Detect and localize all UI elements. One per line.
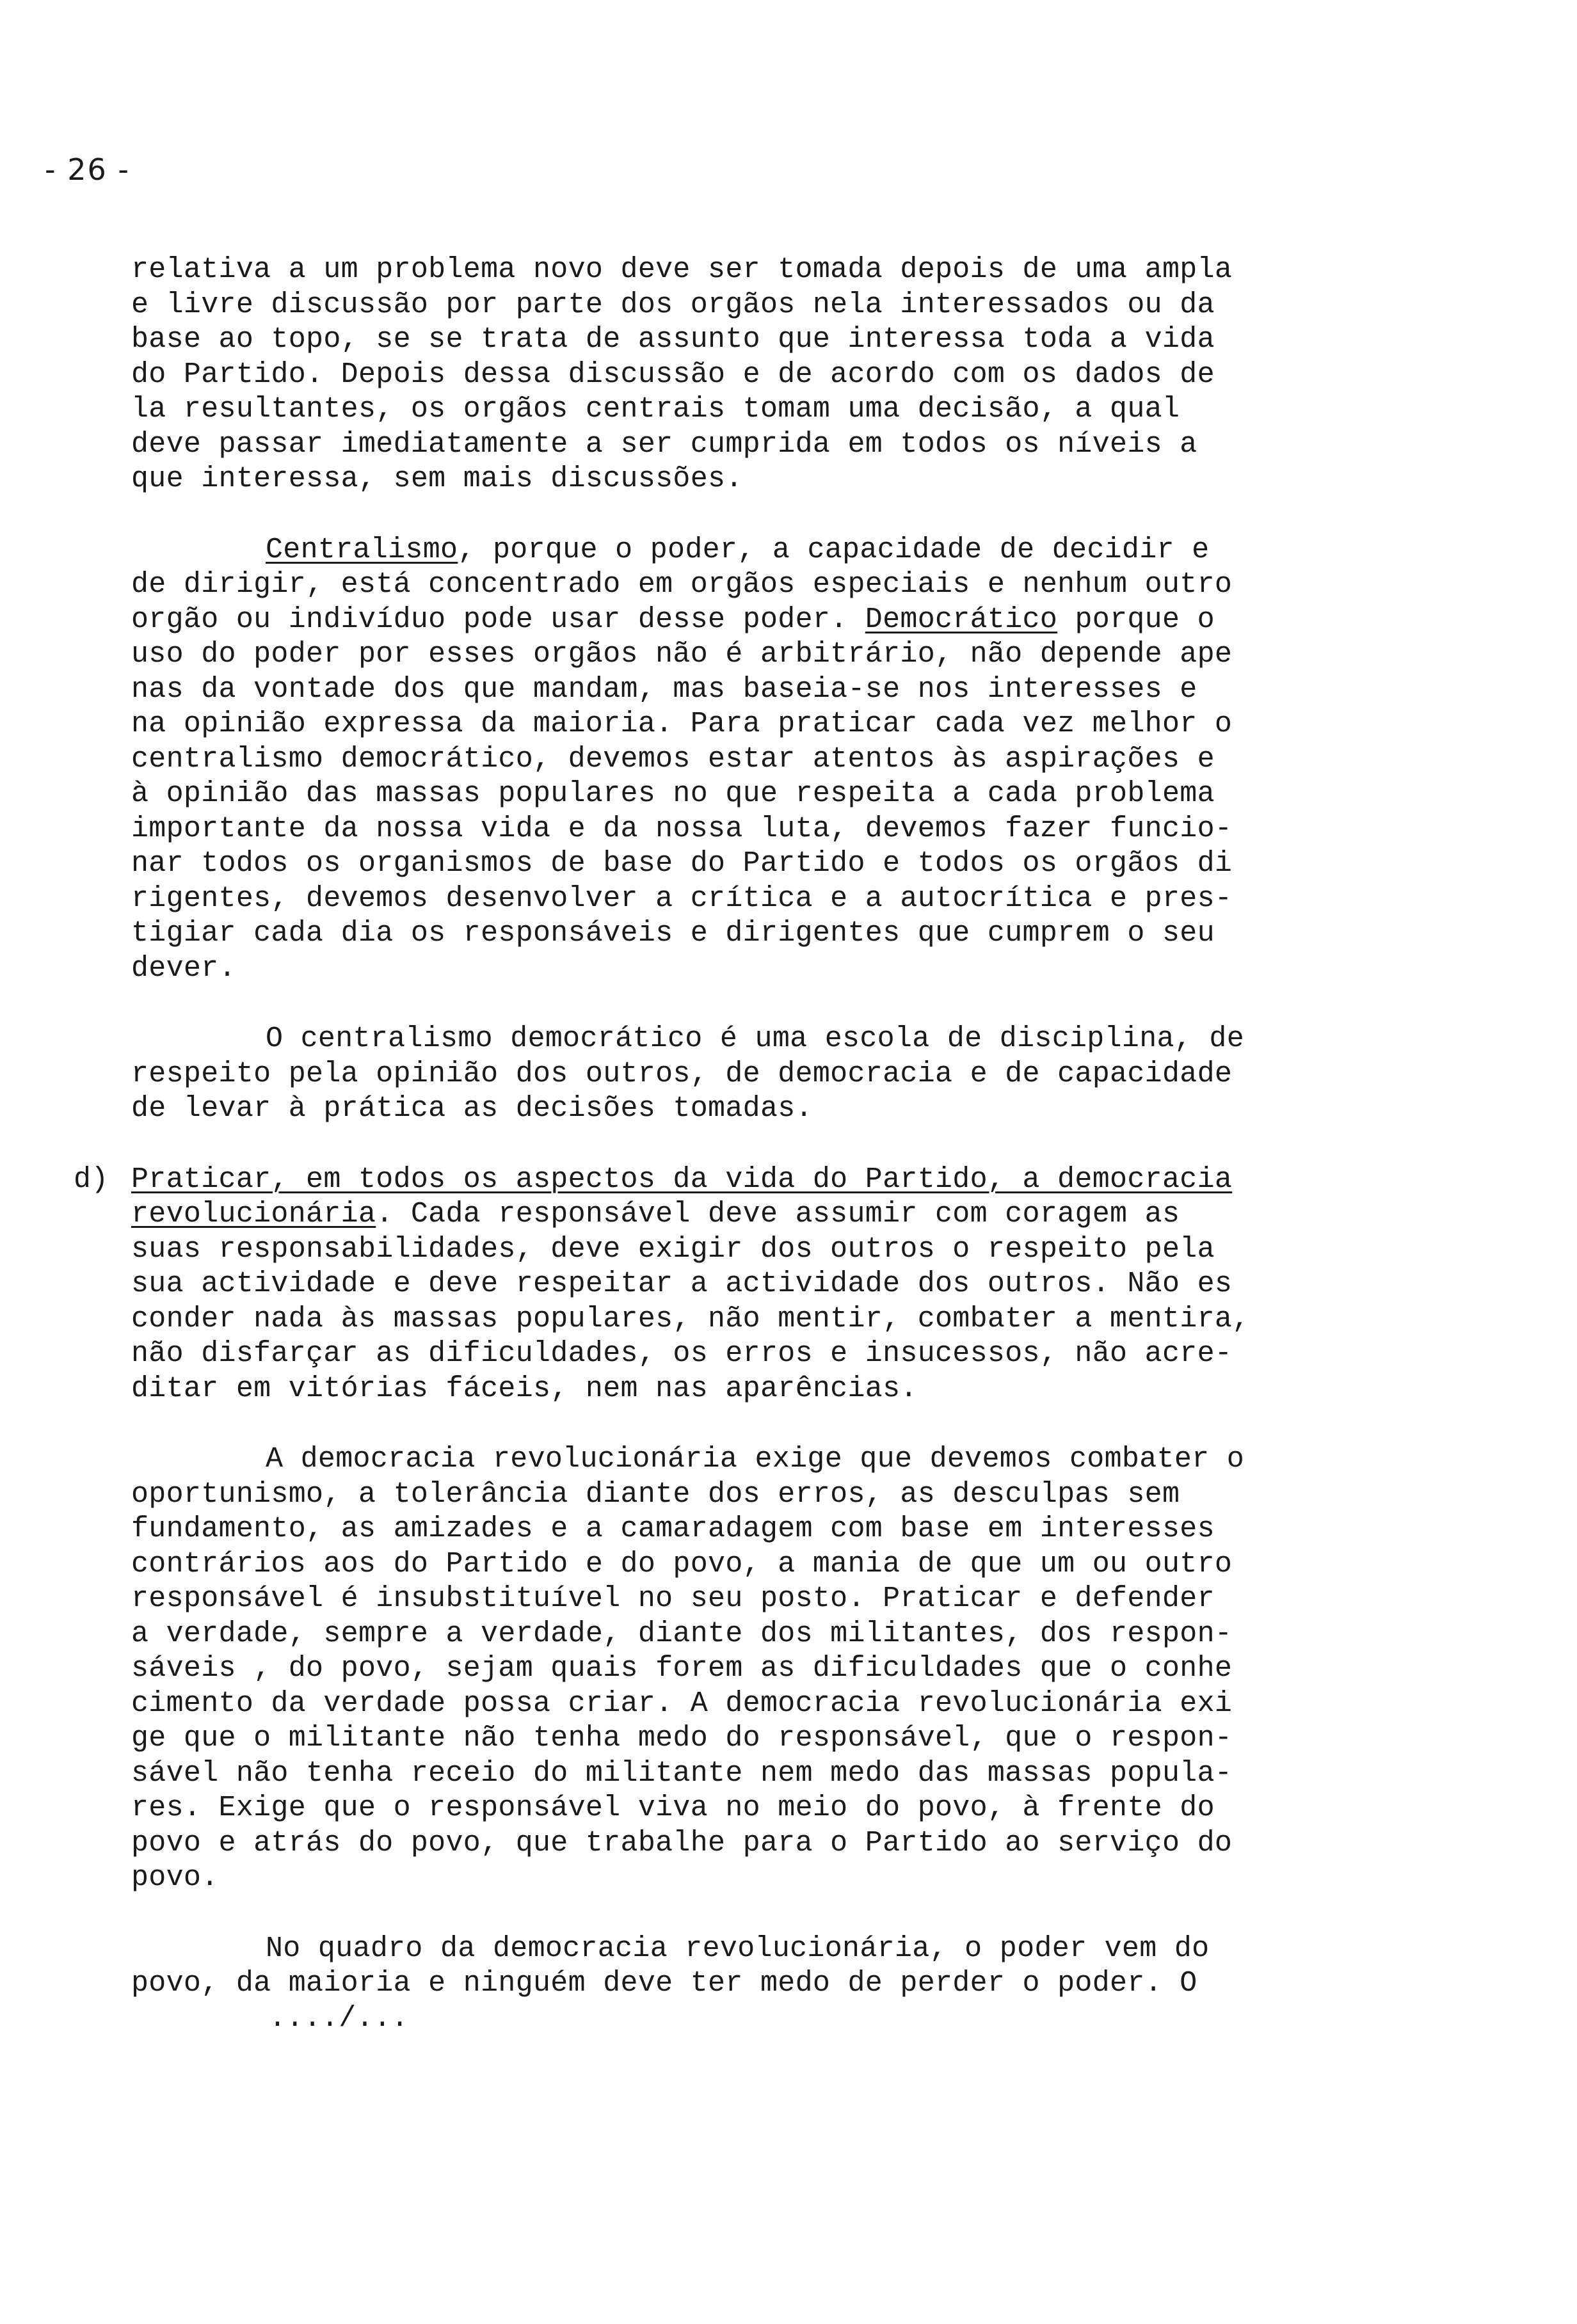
text-line: que interessa, sem mais discussões. <box>131 463 743 495</box>
text-line: do Partido. Depois dessa discussão e de acordo com os dados de <box>131 358 1215 391</box>
item-heading: revolucionária <box>131 1198 376 1230</box>
paragraph-5 <box>131 1932 1341 2037</box>
paragraph-1 <box>131 253 1341 497</box>
text-line: na opinião expressa da maioria. Para praticar cada vez melhor o <box>131 708 1233 740</box>
text-line: nar todos os organismos de base do Partido e todos os orgãos di <box>131 847 1233 880</box>
text-line: rigentes, devemos desenvolver a crítica e a autocrítica e pres- <box>131 882 1233 915</box>
text-line: dever. <box>131 951 236 985</box>
text-line: sua actividade e deve respeitar a actividade dos outros. Não es <box>131 1268 1233 1300</box>
text-line: porque o <box>1057 603 1215 636</box>
text-line: sável não tenha receio do militante nem medo das massas popula- <box>131 1756 1233 1790</box>
text-line: sáveis , do povo, sejam quais forem as dificuldades que o conhe <box>131 1652 1233 1685</box>
text-line: base ao topo, se se trata de assunto que interessa toda a vida <box>131 323 1215 356</box>
text-line: ge que o militante não tenha medo do responsável, que o respon- <box>131 1722 1233 1755</box>
text-line: respeito pela opinião dos outros, de democracia e de capacidade <box>131 1057 1233 1090</box>
text-line: a verdade, sempre a verdade, diante dos militantes, dos respon- <box>131 1617 1233 1650</box>
text-line: res. Exige que o responsável viva no meio do povo, à frente do <box>131 1792 1215 1824</box>
text-line: tigiar cada dia os responsáveis e dirigentes que cumprem o seu <box>131 917 1215 950</box>
paragraph-4 <box>131 1442 1341 1896</box>
text-line: de levar à prática as decisões tomadas. <box>131 1092 813 1125</box>
text-line: la resultantes, os orgãos centrais tomam uma decisão, a qual <box>131 393 1180 426</box>
text-line: importante da nossa vida e da nossa luta, devemos fazer funcio- <box>131 812 1233 845</box>
continuation-mark: ..../... <box>269 2002 409 2035</box>
text-line: e livre discussão por parte dos orgãos nela interessados ou da <box>131 288 1215 321</box>
text-line: conder nada às massas populares, não mentir, combater a mentira, <box>131 1302 1250 1335</box>
text-line: A democracia revolucionária exige que devemos combater o <box>266 1443 1245 1476</box>
paragraph-2 <box>131 533 1341 987</box>
text-line: O centralismo democrático é uma escola de disciplina, de <box>266 1023 1245 1055</box>
text-line: responsável é insubstituível no seu posto. Praticar e defender <box>131 1582 1215 1615</box>
text-line: suas responsabilidades, deve exigir dos outros o respeito pela <box>131 1232 1215 1266</box>
text-line: fundamento, as amizades e a camaradagem com base em interesses <box>131 1513 1215 1545</box>
text-line: contrários aos do Partido e do povo, a mania de que um ou outro <box>131 1547 1233 1580</box>
text-line: No quadro da democracia revolucionária, o poder vem do <box>266 1932 1210 1965</box>
page-number: - 26 - <box>45 152 130 187</box>
text-line: . Cada responsável deve assumir com coragem as <box>376 1198 1180 1230</box>
text-line: centralismo democrático, devemos estar atentos às aspirações e <box>131 742 1215 776</box>
item-label: d) <box>74 1163 109 1196</box>
text-line: deve passar imediatamente a ser cumprida em todos os níveis a <box>131 427 1197 461</box>
text-line: nas da vontade dos que mandam, mas baseia-se nos interesses e <box>131 673 1197 706</box>
item-heading: Praticar, em todos os aspectos da vida do Partido, a democracia <box>131 1163 1233 1196</box>
text-line: orgão ou indivíduo pode usar desse poder. <box>131 603 865 636</box>
text-line: povo e atrás do povo, que trabalhe para o Partido ao serviço do <box>131 1826 1233 1859</box>
list-item-d <box>74 1163 1341 1407</box>
text-line: ditar em vitórias fáceis, nem nas aparências. <box>131 1372 918 1405</box>
term-democratico: Democrático <box>865 603 1058 636</box>
document-body <box>74 253 1341 2036</box>
text-line: de dirigir, está concentrado em orgãos especiais e nenhum outro <box>131 568 1233 601</box>
text-line: não disfarçar as dificuldades, os erros e insucessos, não acre- <box>131 1337 1233 1370</box>
text-line: à opinião das massas populares no que respeita a cada problema <box>131 777 1215 810</box>
text-line: povo, da maioria e ninguém deve ter medo de perder o poder. O <box>131 1967 1197 2000</box>
text-line: uso do poder por esses orgãos não é arbitrário, não depende ape <box>131 638 1233 671</box>
text-line: oportunismo, a tolerância diante dos erros, as desculpas sem <box>131 1477 1180 1511</box>
text-line: , porque o poder, a capacidade de decidir e <box>458 533 1210 566</box>
paragraph-3 <box>131 1022 1341 1127</box>
text-line: relativa a um problema novo deve ser tomada depois de uma ampla <box>131 253 1233 286</box>
term-centralismo: Centralismo <box>266 533 458 566</box>
text-line: cimento da verdade possa criar. A democracia revolucionária exi <box>131 1687 1233 1720</box>
text-line: povo. <box>131 1861 219 1894</box>
